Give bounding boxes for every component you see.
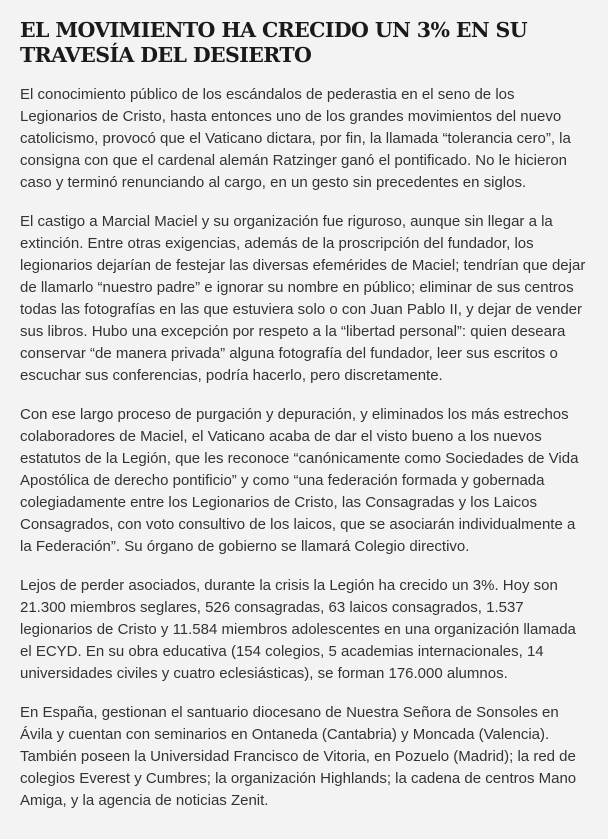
article-body (20, 84, 588, 812)
paragraph-2: El castigo a Marcial Maciel y su organización fue riguroso, aunque sin llegar a la extinción. Entre otras exigencias, además de la proscripción del fundador, los legionarios dejarían de festejar las diversas efemérides de Maciel; tendrían que dejar de llamarlo “nuestro padre” e ignorar su nombre en público; eliminar de sus centros todas las fotografías en las que estuviera solo o con Juan Pablo II, y dejar de vender sus libros. Hubo una excepción por respeto a la “libertad personal”: quien deseara conservar “de manera privada” alguna fotografía del fundador, leer sus escritos o escuchar sus conferencias, podría hacerlo, pero discretamente. (20, 213, 586, 384)
paragraph-1: El conocimiento público de los escándalos de pederastia en el seno de los Legionarios de Cristo, hasta entonces uno de los grandes movimientos del nuevo catolicismo, provocó que el Vaticano dictara, por fin, la llamada “tolerancia cero”, la consigna con que el cardenal alemán Ratzinger ganó el pontificado. No le hicieron caso y terminó renunciando al cargo, en un gesto sin precedentes en siglos. (20, 86, 571, 191)
paragraph-4: Lejos de perder asociados, durante la crisis la Legión ha crecido un 3%. Hoy son 21.300 miembros seglares, 526 consagradas, 63 laicos consagrados, 1.537 legionarios de Cristo y 11.584 miembros adolescentes en una organización llamada el ECYD. En su obra educativa (154 colegios, 5 academias internacionales, 14 universidades civiles y cuatro eclesiásticas), se forman 176.000 alumnos. (20, 577, 576, 682)
paragraph-3: Con ese largo proceso de purgación y depuración, y eliminados los más estrechos colaboradores de Maciel, el Vaticano acaba de dar el visto bueno a los nuevos estatutos de la Legión, que les reconoce “canónicamente como Sociedades de Vida Apostólica de derecho pontificio” y como “una federación formada y gobernada colegiadamente entre los Legionarios de Cristo, las Consagradas y los Laicos Consagrados, con voto consultivo de los laicos, que se asociarán individualmente a la Federación”. Su órgano de gobierno se llamará Colegio directivo. (20, 406, 579, 555)
article-headline: EL MOVIMIENTO HA CRECIDO UN 3% EN SU TRAVESÍA DEL DESIERTO (20, 18, 528, 67)
paragraph-5: En España, gestionan el santuario diocesano de Nuestra Señora de Sonsoles en Ávila y cuentan con seminarios en Ontaneda (Cantabria) y Moncada (Valencia). También poseen la Universidad Francisco de Vitoria, en Pozuelo (Madrid); la red de colegios Everest y Cumbres; la organización Highlands; la cadena de centros Mano Amiga, y la agencia de noticias Zenit. (20, 704, 577, 809)
